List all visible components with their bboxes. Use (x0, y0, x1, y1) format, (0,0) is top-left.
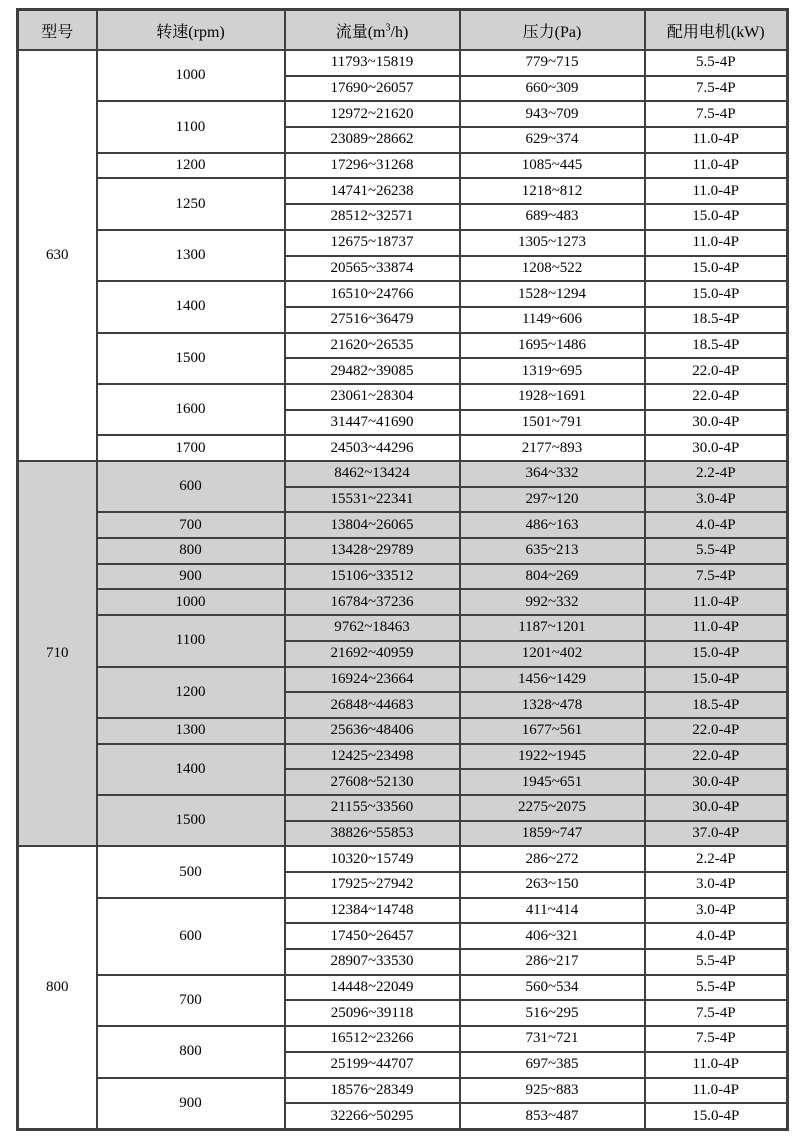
motor-cell: 11.0-4P (645, 615, 788, 641)
speed-cell: 1600 (97, 384, 285, 435)
pressure-cell: 1945~651 (460, 769, 645, 795)
pressure-cell: 1677~561 (460, 718, 645, 744)
motor-cell: 7.5-4P (645, 1026, 788, 1052)
table-row (18, 615, 788, 641)
pressure-cell: 411~414 (460, 898, 645, 924)
flow-cell: 32266~50295 (285, 1103, 460, 1129)
motor-cell: 30.0-4P (645, 769, 788, 795)
motor-cell: 7.5-4P (645, 76, 788, 102)
speed-cell: 900 (97, 564, 285, 590)
table-row (18, 178, 788, 204)
pressure-cell: 1305~1273 (460, 230, 645, 256)
pressure-cell: 1922~1945 (460, 744, 645, 770)
pressure-cell: 804~269 (460, 564, 645, 590)
flow-cell: 13428~29789 (285, 538, 460, 564)
col-header-flow (285, 10, 460, 51)
table-row (18, 1026, 788, 1052)
col-header-flow-superscript: 3 (385, 22, 391, 34)
motor-cell: 11.0-4P (645, 1078, 788, 1104)
col-header-model: 型号 (18, 10, 97, 51)
motor-cell: 5.5-4P (645, 50, 788, 76)
table-row (18, 718, 788, 744)
motor-cell: 7.5-4P (645, 1000, 788, 1026)
motor-cell: 2.2-4P (645, 846, 788, 872)
flow-cell: 15106~33512 (285, 564, 460, 590)
flow-cell: 27516~36479 (285, 307, 460, 333)
pressure-cell: 1859~747 (460, 821, 645, 847)
motor-cell: 18.5-4P (645, 692, 788, 718)
flow-cell: 9762~18463 (285, 615, 460, 641)
speed-cell: 1200 (97, 667, 285, 718)
flow-cell: 17296~31268 (285, 153, 460, 179)
flow-cell: 21692~40959 (285, 641, 460, 667)
pressure-cell: 1695~1486 (460, 333, 645, 359)
speed-cell: 1700 (97, 435, 285, 461)
flow-cell: 15531~22341 (285, 487, 460, 513)
flow-cell: 13804~26065 (285, 512, 460, 538)
pressure-cell: 406~321 (460, 923, 645, 949)
col-header-pressure: 压力(Pa) (460, 10, 645, 51)
speed-cell: 500 (97, 846, 285, 897)
motor-cell: 18.5-4P (645, 307, 788, 333)
pressure-cell: 2275~2075 (460, 795, 645, 821)
flow-cell: 25636~48406 (285, 718, 460, 744)
pressure-cell: 263~150 (460, 872, 645, 898)
speed-cell: 1200 (97, 153, 285, 179)
flow-cell: 8462~13424 (285, 461, 460, 487)
motor-cell: 11.0-4P (645, 127, 788, 153)
pressure-cell: 943~709 (460, 101, 645, 127)
motor-cell: 5.5-4P (645, 949, 788, 975)
flow-cell: 14448~22049 (285, 975, 460, 1001)
flow-cell: 12675~18737 (285, 230, 460, 256)
flow-cell: 20565~33874 (285, 256, 460, 282)
table-row (18, 564, 788, 590)
flow-cell: 17925~27942 (285, 872, 460, 898)
pressure-cell: 779~715 (460, 50, 645, 76)
speed-cell: 1000 (97, 589, 285, 615)
motor-cell: 15.0-4P (645, 204, 788, 230)
motor-cell: 15.0-4P (645, 667, 788, 693)
header-row (18, 10, 788, 51)
motor-cell: 3.0-4P (645, 487, 788, 513)
flow-cell: 16784~37236 (285, 589, 460, 615)
pressure-cell: 635~213 (460, 538, 645, 564)
table-row (18, 795, 788, 821)
flow-cell: 10320~15749 (285, 846, 460, 872)
flow-cell: 27608~52130 (285, 769, 460, 795)
speed-cell: 1400 (97, 744, 285, 795)
motor-cell: 11.0-4P (645, 178, 788, 204)
speed-cell: 1400 (97, 281, 285, 332)
model-cell: 800 (18, 846, 97, 1129)
table-row (18, 230, 788, 256)
flow-cell: 25096~39118 (285, 1000, 460, 1026)
motor-cell: 22.0-4P (645, 744, 788, 770)
pressure-cell: 1149~606 (460, 307, 645, 333)
speed-cell: 800 (97, 1026, 285, 1077)
pressure-cell: 853~487 (460, 1103, 645, 1129)
motor-cell: 30.0-4P (645, 410, 788, 436)
table-row (18, 512, 788, 538)
speed-cell: 1500 (97, 333, 285, 384)
pressure-cell: 731~721 (460, 1026, 645, 1052)
table-row (18, 538, 788, 564)
table-body (18, 50, 788, 1129)
motor-cell: 11.0-4P (645, 589, 788, 615)
pressure-cell: 486~163 (460, 512, 645, 538)
speed-cell: 600 (97, 898, 285, 975)
motor-cell: 15.0-4P (645, 281, 788, 307)
col-header-motor: 配用电机(kW) (645, 10, 788, 51)
speed-cell: 1300 (97, 718, 285, 744)
speed-cell: 600 (97, 461, 285, 512)
table-row (18, 461, 788, 487)
flow-cell: 11793~15819 (285, 50, 460, 76)
flow-cell: 38826~55853 (285, 821, 460, 847)
flow-cell: 24503~44296 (285, 435, 460, 461)
pressure-cell: 560~534 (460, 975, 645, 1001)
pressure-cell: 1201~402 (460, 641, 645, 667)
pressure-cell: 1208~522 (460, 256, 645, 282)
flow-cell: 28512~32571 (285, 204, 460, 230)
pressure-cell: 1528~1294 (460, 281, 645, 307)
speed-cell: 700 (97, 512, 285, 538)
pressure-cell: 697~385 (460, 1052, 645, 1078)
table-row (18, 898, 788, 924)
pressure-cell: 2177~893 (460, 435, 645, 461)
table-row (18, 333, 788, 359)
motor-cell: 7.5-4P (645, 101, 788, 127)
flow-cell: 17450~26457 (285, 923, 460, 949)
motor-cell: 4.0-4P (645, 923, 788, 949)
pressure-cell: 1085~445 (460, 153, 645, 179)
table-row (18, 153, 788, 179)
speed-cell: 1000 (97, 50, 285, 101)
flow-cell: 26848~44683 (285, 692, 460, 718)
motor-cell: 11.0-4P (645, 230, 788, 256)
flow-cell: 21620~26535 (285, 333, 460, 359)
fan-specification-table (16, 8, 789, 1131)
flow-cell: 28907~33530 (285, 949, 460, 975)
pressure-cell: 925~883 (460, 1078, 645, 1104)
motor-cell: 15.0-4P (645, 1103, 788, 1129)
model-cell: 630 (18, 50, 97, 461)
pressure-cell: 286~272 (460, 846, 645, 872)
pressure-cell: 992~332 (460, 589, 645, 615)
pressure-cell: 1328~478 (460, 692, 645, 718)
table-row (18, 1078, 788, 1104)
table-row (18, 975, 788, 1001)
pressure-cell: 1218~812 (460, 178, 645, 204)
flow-cell: 16510~24766 (285, 281, 460, 307)
motor-cell: 15.0-4P (645, 641, 788, 667)
speed-cell: 800 (97, 538, 285, 564)
motor-cell: 5.5-4P (645, 538, 788, 564)
pressure-cell: 1187~1201 (460, 615, 645, 641)
col-header-flow-suffix: /h) (390, 23, 409, 41)
speed-cell: 1100 (97, 101, 285, 152)
motor-cell: 18.5-4P (645, 333, 788, 359)
motor-cell: 22.0-4P (645, 384, 788, 410)
col-header-flow-prefix: 流量(m (335, 23, 386, 41)
flow-cell: 12972~21620 (285, 101, 460, 127)
flow-cell: 17690~26057 (285, 76, 460, 102)
pressure-cell: 1456~1429 (460, 667, 645, 693)
motor-cell: 15.0-4P (645, 256, 788, 282)
table-row (18, 435, 788, 461)
motor-cell: 11.0-4P (645, 1052, 788, 1078)
motor-cell: 37.0-4P (645, 821, 788, 847)
pressure-cell: 516~295 (460, 1000, 645, 1026)
motor-cell: 5.5-4P (645, 975, 788, 1001)
speed-cell: 1300 (97, 230, 285, 281)
pressure-cell: 1319~695 (460, 358, 645, 384)
speed-cell: 1100 (97, 615, 285, 666)
motor-cell: 22.0-4P (645, 358, 788, 384)
pressure-cell: 364~332 (460, 461, 645, 487)
flow-cell: 14741~26238 (285, 178, 460, 204)
table-row (18, 50, 788, 76)
motor-cell: 30.0-4P (645, 435, 788, 461)
flow-cell: 16924~23664 (285, 667, 460, 693)
flow-cell: 12384~14748 (285, 898, 460, 924)
flow-cell: 31447~41690 (285, 410, 460, 436)
table-row (18, 101, 788, 127)
motor-cell: 22.0-4P (645, 718, 788, 744)
pressure-cell: 629~374 (460, 127, 645, 153)
table-row (18, 384, 788, 410)
speed-cell: 1250 (97, 178, 285, 229)
speed-cell: 900 (97, 1078, 285, 1130)
motor-cell: 4.0-4P (645, 512, 788, 538)
flow-cell: 23089~28662 (285, 127, 460, 153)
speed-cell: 1500 (97, 795, 285, 846)
pressure-cell: 660~309 (460, 76, 645, 102)
table-row (18, 846, 788, 872)
flow-cell: 21155~33560 (285, 795, 460, 821)
motor-cell: 3.0-4P (645, 898, 788, 924)
table-row (18, 589, 788, 615)
flow-cell: 23061~28304 (285, 384, 460, 410)
pressure-cell: 1501~791 (460, 410, 645, 436)
motor-cell: 30.0-4P (645, 795, 788, 821)
flow-cell: 25199~44707 (285, 1052, 460, 1078)
flow-cell: 16512~23266 (285, 1026, 460, 1052)
pressure-cell: 286~217 (460, 949, 645, 975)
pressure-cell: 1928~1691 (460, 384, 645, 410)
table-row (18, 281, 788, 307)
motor-cell: 11.0-4P (645, 153, 788, 179)
model-cell: 710 (18, 461, 97, 846)
motor-cell: 2.2-4P (645, 461, 788, 487)
col-header-speed: 转速(rpm) (97, 10, 285, 51)
pressure-cell: 297~120 (460, 487, 645, 513)
motor-cell: 7.5-4P (645, 564, 788, 590)
table-row (18, 667, 788, 693)
speed-cell: 700 (97, 975, 285, 1026)
flow-cell: 29482~39085 (285, 358, 460, 384)
flow-cell: 18576~28349 (285, 1078, 460, 1104)
flow-cell: 12425~23498 (285, 744, 460, 770)
table-row (18, 744, 788, 770)
motor-cell: 3.0-4P (645, 872, 788, 898)
pressure-cell: 689~483 (460, 204, 645, 230)
